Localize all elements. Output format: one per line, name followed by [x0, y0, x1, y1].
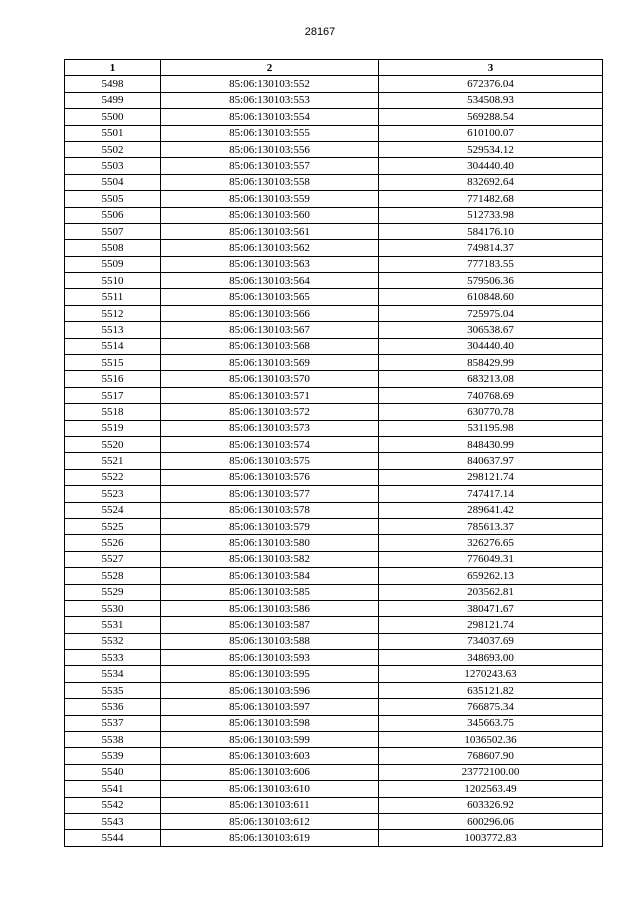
- row-number-cell: 5500: [65, 109, 161, 125]
- cadastral-number-cell: 85:06:130103:558: [161, 174, 379, 190]
- table-row: [65, 551, 603, 567]
- cadastral-number-cell: 85:06:130103:593: [161, 650, 379, 666]
- cadastral-number-cell: 85:06:130103:571: [161, 387, 379, 403]
- row-number-cell: 5528: [65, 568, 161, 584]
- table-row: [65, 764, 603, 780]
- cadastral-number-cell: 85:06:130103:579: [161, 518, 379, 534]
- page-number: 28167: [304, 26, 336, 38]
- value-cell: 848430.99: [379, 436, 603, 452]
- cadastral-number-cell: 85:06:130103:568: [161, 338, 379, 354]
- row-number-cell: 5517: [65, 387, 161, 403]
- row-number-cell: 5524: [65, 502, 161, 518]
- table-row: [65, 797, 603, 813]
- value-cell: 569288.54: [379, 109, 603, 125]
- cadastral-number-cell: 85:06:130103:574: [161, 436, 379, 452]
- table-header-row: [65, 60, 603, 76]
- table-row: [65, 76, 603, 92]
- table-row: [65, 518, 603, 534]
- table-row: [65, 600, 603, 616]
- value-cell: 832692.64: [379, 174, 603, 190]
- cadastral-number-cell: 85:06:130103:578: [161, 502, 379, 518]
- table-row: [65, 141, 603, 157]
- cadastral-number-cell: 85:06:130103:556: [161, 141, 379, 157]
- table-row: [65, 338, 603, 354]
- cadastral-number-cell: 85:06:130103:587: [161, 617, 379, 633]
- value-cell: 531195.98: [379, 420, 603, 436]
- row-number-cell: 5523: [65, 486, 161, 502]
- row-number-cell: 5507: [65, 223, 161, 239]
- row-number-cell: 5510: [65, 273, 161, 289]
- table-row: [65, 469, 603, 485]
- row-number-cell: 5499: [65, 92, 161, 108]
- value-cell: 304440.40: [379, 338, 603, 354]
- value-cell: 1270243.63: [379, 666, 603, 682]
- value-cell: 584176.10: [379, 223, 603, 239]
- row-number-cell: 5538: [65, 732, 161, 748]
- value-cell: 600296.06: [379, 813, 603, 829]
- row-number-cell: 5516: [65, 371, 161, 387]
- table-row: [65, 240, 603, 256]
- table-row: [65, 92, 603, 108]
- value-cell: 348693.00: [379, 650, 603, 666]
- row-number-cell: 5543: [65, 813, 161, 829]
- cadastral-number-cell: 85:06:130103:596: [161, 682, 379, 698]
- table-row: [65, 436, 603, 452]
- cadastral-number-cell: 85:06:130103:553: [161, 92, 379, 108]
- row-number-cell: 5505: [65, 191, 161, 207]
- table-row: [65, 355, 603, 371]
- table-row: [65, 273, 603, 289]
- row-number-cell: 5527: [65, 551, 161, 567]
- cadastral-number-cell: 85:06:130103:599: [161, 732, 379, 748]
- table-row: [65, 289, 603, 305]
- row-number-cell: 5540: [65, 764, 161, 780]
- value-cell: 785613.37: [379, 518, 603, 534]
- table-row: [65, 617, 603, 633]
- row-number-cell: 5503: [65, 158, 161, 174]
- row-number-cell: 5532: [65, 633, 161, 649]
- column-header-2: 2: [161, 60, 379, 76]
- row-number-cell: 5531: [65, 617, 161, 633]
- row-number-cell: 5526: [65, 535, 161, 551]
- cadastral-number-cell: 85:06:130103:555: [161, 125, 379, 141]
- cadastral-number-cell: 85:06:130103:572: [161, 404, 379, 420]
- table-row: [65, 650, 603, 666]
- table-row: [65, 453, 603, 469]
- row-number-cell: 5515: [65, 355, 161, 371]
- cadastral-number-cell: 85:06:130103:552: [161, 76, 379, 92]
- row-number-cell: 5536: [65, 699, 161, 715]
- cadastral-number-cell: 85:06:130103:561: [161, 223, 379, 239]
- cadastral-number-cell: 85:06:130103:560: [161, 207, 379, 223]
- value-cell: 776049.31: [379, 551, 603, 567]
- table-row: [65, 813, 603, 829]
- cadastral-number-cell: 85:06:130103:610: [161, 781, 379, 797]
- value-cell: 1003772.83: [379, 830, 603, 846]
- value-cell: 512733.98: [379, 207, 603, 223]
- cadastral-number-cell: 85:06:130103:570: [161, 371, 379, 387]
- row-number-cell: 5534: [65, 666, 161, 682]
- value-cell: 777183.55: [379, 256, 603, 272]
- value-cell: 747417.14: [379, 486, 603, 502]
- cadastral-number-cell: 85:06:130103:557: [161, 158, 379, 174]
- cadastral-number-cell: 85:06:130103:586: [161, 600, 379, 616]
- row-number-cell: 5539: [65, 748, 161, 764]
- table-row: [65, 191, 603, 207]
- row-number-cell: 5542: [65, 797, 161, 813]
- row-number-cell: 5498: [65, 76, 161, 92]
- cadastral-number-cell: 85:06:130103:565: [161, 289, 379, 305]
- value-cell: 380471.67: [379, 600, 603, 616]
- row-number-cell: 5519: [65, 420, 161, 436]
- table-row: [65, 535, 603, 551]
- row-number-cell: 5502: [65, 141, 161, 157]
- value-cell: 659262.13: [379, 568, 603, 584]
- table-row: [65, 387, 603, 403]
- row-number-cell: 5518: [65, 404, 161, 420]
- cadastral-number-cell: 85:06:130103:573: [161, 420, 379, 436]
- table-row: [65, 223, 603, 239]
- cadastral-number-cell: 85:06:130103:569: [161, 355, 379, 371]
- cadastral-number-cell: 85:06:130103:559: [161, 191, 379, 207]
- cadastral-number-cell: 85:06:130103:576: [161, 469, 379, 485]
- table-row: [65, 420, 603, 436]
- table-row: [65, 699, 603, 715]
- cadastral-number-cell: 85:06:130103:619: [161, 830, 379, 846]
- value-cell: 771482.68: [379, 191, 603, 207]
- value-cell: 768607.90: [379, 748, 603, 764]
- cadastral-number-cell: 85:06:130103:611: [161, 797, 379, 813]
- cadastral-number-cell: 85:06:130103:554: [161, 109, 379, 125]
- value-cell: 740768.69: [379, 387, 603, 403]
- row-number-cell: 5521: [65, 453, 161, 469]
- value-cell: 289641.42: [379, 502, 603, 518]
- value-cell: 1202563.49: [379, 781, 603, 797]
- cadastral-number-cell: 85:06:130103:564: [161, 273, 379, 289]
- cadastral-number-cell: 85:06:130103:562: [161, 240, 379, 256]
- cadastral-number-cell: 85:06:130103:584: [161, 568, 379, 584]
- row-number-cell: 5529: [65, 584, 161, 600]
- table-row: [65, 682, 603, 698]
- cadastral-number-cell: 85:06:130103:566: [161, 305, 379, 321]
- value-cell: 1036502.36: [379, 732, 603, 748]
- value-cell: 304440.40: [379, 158, 603, 174]
- table-row: [65, 584, 603, 600]
- cadastral-number-cell: 85:06:130103:577: [161, 486, 379, 502]
- value-cell: 603326.92: [379, 797, 603, 813]
- value-cell: 203562.81: [379, 584, 603, 600]
- row-number-cell: 5511: [65, 289, 161, 305]
- table-row: [65, 256, 603, 272]
- cadastral-number-cell: 85:06:130103:603: [161, 748, 379, 764]
- row-number-cell: 5513: [65, 322, 161, 338]
- cadastral-number-cell: 85:06:130103:585: [161, 584, 379, 600]
- table-row: [65, 486, 603, 502]
- cadastral-value-table: [64, 59, 603, 847]
- value-cell: 326276.65: [379, 535, 603, 551]
- value-cell: 734037.69: [379, 633, 603, 649]
- table-body: [65, 76, 603, 846]
- table-row: [65, 158, 603, 174]
- table-row: [65, 322, 603, 338]
- table-row: [65, 404, 603, 420]
- row-number-cell: 5544: [65, 830, 161, 846]
- value-cell: 749814.37: [379, 240, 603, 256]
- table-row: [65, 125, 603, 141]
- cadastral-number-cell: 85:06:130103:582: [161, 551, 379, 567]
- row-number-cell: 5537: [65, 715, 161, 731]
- column-header-1: 1: [65, 60, 161, 76]
- table-row: [65, 371, 603, 387]
- value-cell: 672376.04: [379, 76, 603, 92]
- table-row: [65, 633, 603, 649]
- table-row: [65, 732, 603, 748]
- cadastral-number-cell: 85:06:130103:563: [161, 256, 379, 272]
- table-row: [65, 781, 603, 797]
- cadastral-number-cell: 85:06:130103:606: [161, 764, 379, 780]
- table-row: [65, 305, 603, 321]
- value-cell: 635121.82: [379, 682, 603, 698]
- table-row: [65, 207, 603, 223]
- table-row: [65, 502, 603, 518]
- row-number-cell: 5520: [65, 436, 161, 452]
- row-number-cell: 5506: [65, 207, 161, 223]
- table-row: [65, 568, 603, 584]
- table-row: [65, 666, 603, 682]
- row-number-cell: 5501: [65, 125, 161, 141]
- value-cell: 534508.93: [379, 92, 603, 108]
- cadastral-number-cell: 85:06:130103:598: [161, 715, 379, 731]
- cadastral-number-cell: 85:06:130103:567: [161, 322, 379, 338]
- value-cell: 579506.36: [379, 273, 603, 289]
- value-cell: 858429.99: [379, 355, 603, 371]
- cadastral-number-cell: 85:06:130103:580: [161, 535, 379, 551]
- value-cell: 306538.67: [379, 322, 603, 338]
- row-number-cell: 5541: [65, 781, 161, 797]
- row-number-cell: 5535: [65, 682, 161, 698]
- cadastral-number-cell: 85:06:130103:612: [161, 813, 379, 829]
- value-cell: 610100.07: [379, 125, 603, 141]
- table-row: [65, 109, 603, 125]
- row-number-cell: 5509: [65, 256, 161, 272]
- row-number-cell: 5530: [65, 600, 161, 616]
- value-cell: 529534.12: [379, 141, 603, 157]
- value-cell: 840637.97: [379, 453, 603, 469]
- cadastral-number-cell: 85:06:130103:588: [161, 633, 379, 649]
- row-number-cell: 5525: [65, 518, 161, 534]
- cadastral-number-cell: 85:06:130103:595: [161, 666, 379, 682]
- row-number-cell: 5508: [65, 240, 161, 256]
- value-cell: 683213.08: [379, 371, 603, 387]
- row-number-cell: 5533: [65, 650, 161, 666]
- cadastral-number-cell: 85:06:130103:597: [161, 699, 379, 715]
- table-row: [65, 174, 603, 190]
- row-number-cell: 5514: [65, 338, 161, 354]
- row-number-cell: 5504: [65, 174, 161, 190]
- row-number-cell: 5512: [65, 305, 161, 321]
- row-number-cell: 5522: [65, 469, 161, 485]
- value-cell: 630770.78: [379, 404, 603, 420]
- value-cell: 23772100.00: [379, 764, 603, 780]
- value-cell: 766875.34: [379, 699, 603, 715]
- value-cell: 298121.74: [379, 469, 603, 485]
- table-row: [65, 715, 603, 731]
- value-cell: 298121.74: [379, 617, 603, 633]
- table-row: [65, 748, 603, 764]
- value-cell: 725975.04: [379, 305, 603, 321]
- value-cell: 345663.75: [379, 715, 603, 731]
- value-cell: 610848.60: [379, 289, 603, 305]
- table-row: [65, 830, 603, 846]
- column-header-3: 3: [379, 60, 603, 76]
- cadastral-number-cell: 85:06:130103:575: [161, 453, 379, 469]
